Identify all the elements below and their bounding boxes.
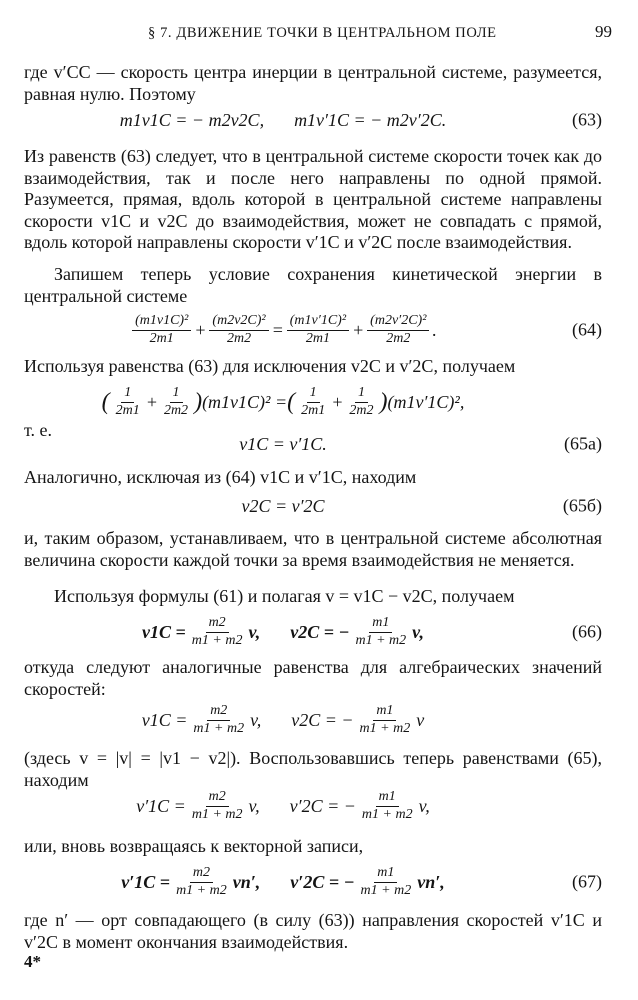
fraction: $\frac{1}{2m2}$	[349, 384, 374, 418]
paragraph: Используя формулы (61) и полагая v = v1C − v2C, получаем	[54, 586, 515, 606]
signature-mark: 4*	[24, 952, 41, 971]
paragraph: Аналогично, исключая из (64) v1C и v′1C, находим	[24, 467, 417, 487]
fraction: $\frac{1}{2m2}$	[163, 384, 189, 418]
fraction: $\frac{\text{(m2v′2C)²}}{2m2}$	[367, 314, 429, 346]
paragraph: Используя равенства (63) для исключения v2C и v′2C, получаем	[24, 356, 516, 376]
equation-65b	[24, 490, 602, 522]
equation-number: (65а)	[564, 433, 602, 454]
eq-part: v1C = v′1C.	[239, 433, 327, 454]
paragraph: откуда следуют аналогичные равенства для алгебраических значений скоростей:	[24, 657, 602, 699]
fraction: $\frac{m2}{m1 + m2}$	[191, 788, 243, 822]
eq-part: m1v′1C = − m2v′2C.	[294, 109, 447, 130]
section-title: § 7. ДВИЖЕНИЕ ТОЧКИ В ЦЕНТРАЛЬНОМ ПОЛЕ	[148, 25, 497, 41]
equation-algebraic: v1C = $\frac{m2}{m1 + m2}$ v, v2C = − $\frac{m1}{m1 + m2}$ v	[141, 702, 425, 736]
fraction: $\frac{m1}{m1 + m2}$	[361, 788, 413, 822]
running-header	[0, 22, 638, 46]
paragraph: Из равенств (63) следует, что в центральной системе скорости точек как до взаимодействия, так и после него направлены по одной прямой. Разумеется, прямая, вдоль которой в центральной системе направлены скорости v1C и v2C до взаимодействия, может не совпадать с прямой, вдоль которой направлены скорости v′1C и v′2C после взаимодействия.	[24, 146, 602, 253]
page-number: 99	[595, 22, 612, 41]
eq-part: (m1v1C)² =	[202, 391, 288, 412]
paragraph: где n′ — орт совпадающего (в силу (63)) направления скоростей v′1C и v′2C в момент окончания взаимодействия.	[24, 910, 602, 952]
eq-part: v2C = v′2C	[241, 495, 325, 516]
fraction: $\frac{m2}{m1 + m2}$	[191, 614, 243, 648]
fraction: $\frac{m2}{m1 + m2}$	[193, 702, 245, 736]
fraction: $\frac{m1}{m1 + m2}$	[360, 864, 412, 898]
equation-energy: ( $\frac{1}{2m1}$ + $\frac{1}{2m2}$ ) (m1v1C)² = ( $\frac{1}{2m1}$ + $\frac{1}{2m2}$ ) (m1v′1C)²,	[101, 384, 465, 418]
fraction: $\frac{m2}{m1 + m2}$	[176, 864, 227, 898]
equation-67: v′1C = $\frac{m2}{m1 + m2}$ vn′, v′2C = − $\frac{m1}{m1 + m2}$ vn′, (67)	[121, 864, 602, 898]
equation-63	[24, 100, 602, 140]
equation-number: (67)	[572, 871, 602, 892]
equation-number: (64)	[572, 319, 602, 340]
paragraph: или, вновь возвращаясь к векторной записи,	[24, 836, 364, 856]
fraction: $\frac{m1}{m1 + m2}$	[359, 702, 411, 736]
paragraph: и, таким образом, устанавливаем, что в центральной системе абсолютная величина скорости каждой точки за время взаимодействия не меняется.	[24, 528, 602, 570]
fraction: $\frac{\text{(m2v2C)²}}{2m2}$	[209, 314, 268, 346]
equation-primed: v′1C = $\frac{m2}{m1 + m2}$ v, v′2C = − $\frac{m1}{m1 + m2}$ v,	[136, 788, 430, 822]
paragraph: т. е.	[24, 420, 53, 440]
fraction: $\frac{\text{(m1v′1C)²}}{2m1}$	[287, 314, 349, 346]
equation-number: (65б)	[562, 495, 602, 516]
paragraph: Запишем теперь условие сохранения кинетической энергии в центральной системе	[24, 264, 602, 306]
paragraph: где v′CC — скорость центра инерции в центральной системе, разумеется, равная нулю. Поэтому	[24, 62, 602, 104]
paragraph: (здесь v = |v| = |v1 − v2|). Воспользовавшись теперь равенствами (65), находим	[24, 748, 602, 790]
equation-number: (66)	[572, 621, 602, 642]
fraction: $\frac{m1}{m1 + m2}$	[355, 614, 407, 648]
equation-66: v1C = $\frac{m2}{m1 + m2}$ v, v2C = − $\frac{m1}{m1 + m2}$ v, (66)	[142, 614, 602, 648]
eq-part: m1v1C = − m2v2C,	[119, 109, 265, 130]
fraction: $\frac{\text{(m1v1C)²}}{2m1}$	[132, 314, 191, 346]
equation-number: (63)	[572, 109, 602, 130]
equation-65a	[24, 428, 602, 460]
fraction: $\frac{1}{2m1}$	[301, 384, 326, 418]
equation-64: $\frac{\text{(m1v1C)²}}{2m1}$ + $\frac{\text{(m2v2C)²}}{2m2}$ = $\frac{\text{(m1v′1C)²}}{2m1}$ + $\frac{\text{(m2v′2C)²}}{2m2}$ . (64)	[24, 306, 602, 354]
eq-part: (m1v′1C)²,	[387, 391, 465, 412]
fraction: $\frac{1}{2m1}$	[115, 384, 140, 418]
